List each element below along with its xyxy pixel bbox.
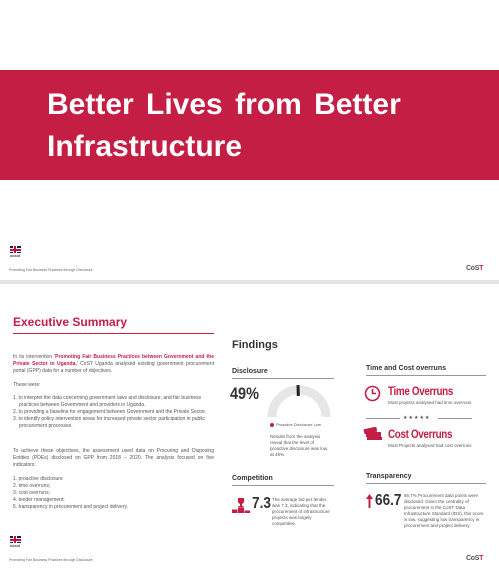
legend-dot-icon xyxy=(270,423,274,427)
cover-page xyxy=(0,0,499,279)
cost-logo: CoST xyxy=(466,265,484,272)
overruns-rule xyxy=(366,375,486,376)
list-item: 1. proactive disclosure xyxy=(13,476,63,482)
summary-page xyxy=(0,284,499,584)
stars-line-right xyxy=(438,418,472,419)
clock-icon xyxy=(364,385,381,402)
time-overruns-text: Most projects analysed had time overruns xyxy=(388,400,472,405)
cost-logo: CoST xyxy=(466,555,484,562)
hero-banner xyxy=(0,70,499,180)
achieve-paragraph: To achieve these objectives, the assessment used data on Procuring and Disposing Entities (PDEs) disclosed on GPP from 2018 – 2020. The analysis focused on five indicators: xyxy=(13,448,214,468)
transparency-text: 66.7% Procurement data points were disclosed. Given the centrality of procurement in the CoST Data Infrastructure Standard (IDS), this score is low, suggesting low transparency in procurement and project delivery. xyxy=(404,493,484,528)
disclosure-heading: Disclosure xyxy=(232,368,268,375)
title-rule xyxy=(13,333,214,334)
list-item: 5. transparency in procurement and project delivery. xyxy=(13,504,128,510)
list-item: 1. to interpret the data concerning government laws and disclosure, and fair business practices between Government and providers in Uganda. xyxy=(13,395,202,408)
overruns-heading: Time and Cost overruns xyxy=(366,365,447,372)
rating-stars: ★★★★★ xyxy=(403,415,431,421)
competition-text: The average bid per tender was 7.3, indicating that the procurement of infrastructure projects was largely competitive. xyxy=(272,497,330,526)
time-overruns-title: Time Overruns xyxy=(388,384,454,398)
transparency-heading: Transparency xyxy=(366,473,412,480)
uk-flag-icon xyxy=(10,246,21,253)
competition-rule xyxy=(232,485,334,486)
cost-overruns-text: Most Projects analysed had cost overruns xyxy=(388,443,472,448)
findings-title: Findings xyxy=(232,339,278,351)
disclosure-rule xyxy=(232,378,334,379)
banknotes-icon xyxy=(363,427,383,441)
these-were-text: These were: xyxy=(13,382,41,388)
cover-footer-note: Promoting Fair Business Practices through Disclosure xyxy=(9,268,93,272)
transparency-rule xyxy=(366,483,486,484)
competition-heading: Competition xyxy=(232,475,273,482)
disclosure-text: Results from the analysis reveal that the level of proactive disclosure was low, at 49%. xyxy=(270,434,329,457)
cover-title: Better Lives from Better Infrastructure xyxy=(47,88,401,163)
list-item: 4. tender management; xyxy=(13,497,65,503)
ukaid-logo: ukaid xyxy=(9,536,21,548)
disclosure-gauge xyxy=(266,384,332,420)
competition-value: 7.3 xyxy=(252,495,271,512)
disclosure-legend: Proactive Disclosure Low xyxy=(270,422,321,427)
list-item: 3. to identify policy intervention areas for increased private sector participation in public procurement processes. xyxy=(13,416,206,429)
intro-paragraph: In its intervention 'Promoting Fair Business Practices between Government and the Private Sector in Uganda,' CoST Uganda analysed existing government procurement portal (GPP) data for a number of objectives. xyxy=(13,354,215,374)
stars-line-left xyxy=(366,418,400,419)
list-item: 3. cost overruns; xyxy=(13,490,50,496)
cost-overruns-title: Cost Overruns xyxy=(388,427,453,441)
list-item: 2. to providing a baseline for engagement between Government and the Private Sector. xyxy=(13,409,207,415)
list-item: 2. time overruns; xyxy=(13,483,51,489)
ukaid-logo: ukaid xyxy=(9,246,21,258)
transparency-value: 66.7 xyxy=(375,492,402,509)
summary-footer-note: Promoting Fair Business Practices through Disclosure xyxy=(9,558,93,562)
podium-trophy-icon xyxy=(232,497,250,513)
executive-summary-title: Executive Summary xyxy=(13,315,128,329)
disclosure-value: 49% xyxy=(230,384,259,403)
objectives-list xyxy=(13,395,214,430)
uk-flag-icon xyxy=(10,536,21,543)
arrow-up-icon xyxy=(366,494,373,508)
indicators-list xyxy=(13,476,214,511)
